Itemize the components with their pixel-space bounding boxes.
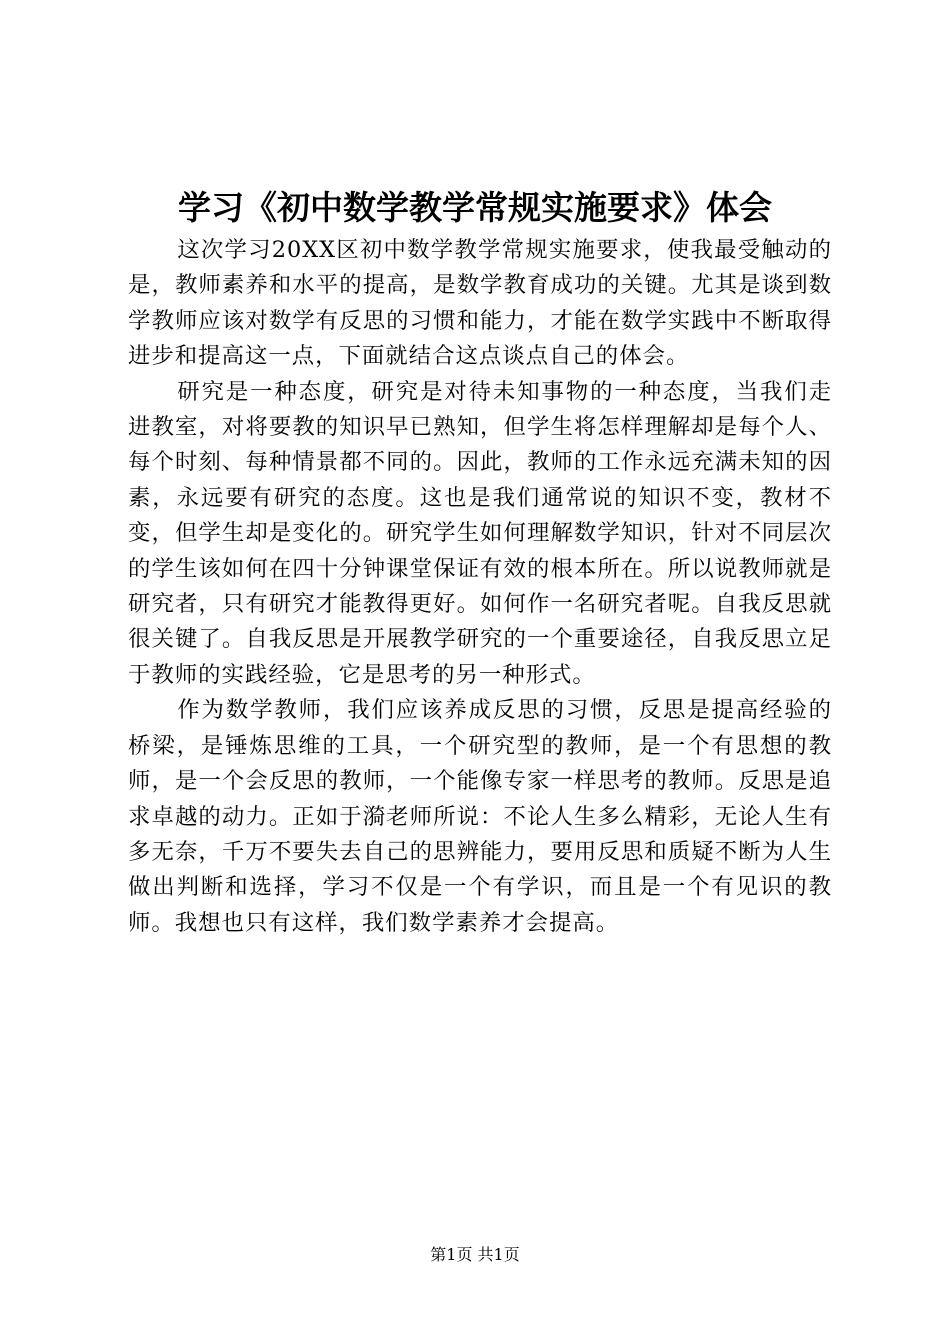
paragraph-3: 作为数学教师，我们应该养成反思的习惯，反思是提高经验的桥梁，是锤炼思维的工具，一个研究型的教师，是一个有思想的教师，是一个会反思的教师，一个能像专家一样思考的教师。反思是追求卓越的动力。正如于漪老师所说：不论人生多么精彩，无论人生有多无奈，千万不要失去自己的思辨能力，要用反思和质疑不断为人生做出判断和选择，学习不仅是一个有学识，而且是一个有见识的教师。我想也只有这样，我们数学素养才会提高。 <box>128 697 832 936</box>
page-title: 学习《初中数学教学常规实施要求》体会 <box>178 188 772 227</box>
paragraph-2: 研究是一种态度，研究是对待未知事物的一种态度，当我们走进教室，对将要教的知识早已熟知，但学生将怎样理解却是每个人、每个时刻、每种情景都不同的。因此，教师的工作永远充满未知的因素，永远要有研究的态度。这也是我们通常说的知识不变，教材不变，但学生却是变化的。研究学生如何理解数学知识，针对不同层次的学生该如何在四十分钟课堂保证有效的根本所在。所以说教师就是研究者，只有研究才能教得更好。如何作一名研究者呢。自我反思就很关键了。自我反思是开展教学研究的一个重要途径，自我反思立足于教师的实践经验，它是思考的另一种形式。 <box>128 378 832 688</box>
document-body <box>128 233 832 941</box>
page-footer <box>0 1244 950 1266</box>
paragraph-1: 这次学习20XX区初中数学教学常规实施要求，使我最受触动的是，教师素养和水平的提高，是数学教育成功的关键。尤其是谈到数学教师应该对数学有反思的习惯和能力，才能在数学实践中不断取得进步和提高这一点，下面就结合这点谈点自己的体会。 <box>128 237 832 370</box>
page-number: 第1页 共1页 <box>430 1245 520 1264</box>
